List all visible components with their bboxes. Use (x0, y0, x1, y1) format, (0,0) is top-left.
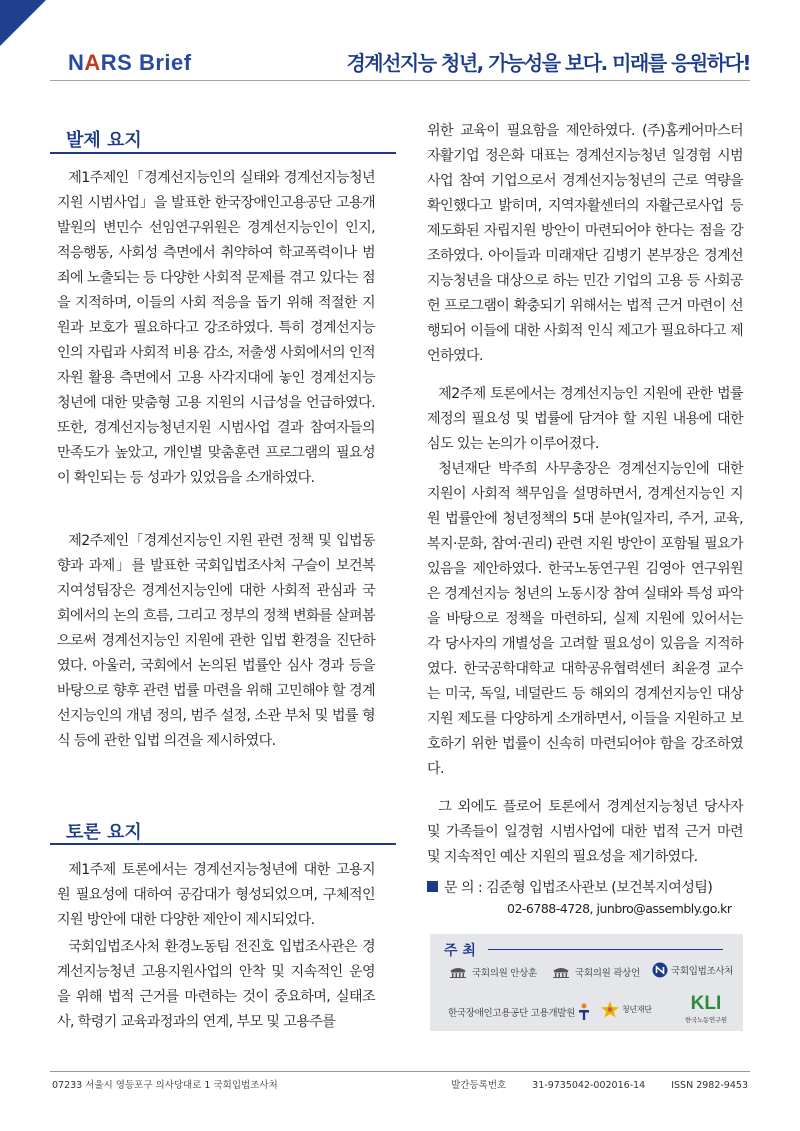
assembly-building-icon (448, 966, 468, 978)
kead-logo-icon (578, 1003, 590, 1021)
header-divider (50, 80, 750, 81)
paragraph: 국회입법조사처 환경노동팀 전진호 입법조사관은 경계선지능청년 고용지원사업의 안착 및 지속적인 운영을 위해 법적 근거를 마련하는 것이 중요하며, 실태조사, 학령기 교육과정과의 연계, 부모 및 고용주를 (57, 939, 375, 1030)
sponsor-item: 한국장애인고용공단 고용개발원 (448, 1003, 590, 1021)
header-title: 경계선지능 청년, 가능성을 보다. 미래를 응원하다! (346, 51, 750, 75)
square-bullet-icon (427, 881, 438, 892)
corner-triangle (0, 0, 46, 46)
assembly-building-icon (551, 966, 571, 978)
footer-address: 07233 서울시 영등포구 의사당대로 1 국회입법조사처 (52, 1080, 278, 1091)
sponsor-item: 국회의원 안상훈 (448, 965, 537, 979)
footer-reg-no: 31-9735042-002016-14 (532, 1080, 646, 1091)
section-rule-presentation (50, 152, 396, 154)
paragraph: 위한 교육이 필요함을 제안하였다. (주)홈케어마스터 자활기업 정은화 대표는 경계선지능청년 일경험 시범사업 참여 기업으로서 경계선지능청년의 근로 역량을 확인했다고 밝히며, 지역자활센터의 자활근로사업 등 제도화된 자립지원 방안이 마련되어야 한다는 점을 강조하였다. 아이들과 미래재단 김병기 본부장은 경계선지능청년을 대상으로 하는 민간 기업의 고용 등 사회공헌 프로그램이 확충되기 위해서는 법적 근거 마련이 선행되어 이들에 대한 사회적 인식 제고가 필요하다고 제언하였다. (427, 123, 743, 364)
sponsor-item: 청년재단 (600, 1000, 652, 1018)
sponsor-label: 주 최 (444, 943, 476, 959)
sponsor-item: KLI 한국노동연구원 (685, 993, 727, 1024)
footer-divider (50, 1071, 750, 1072)
paragraph: 제1주제 토론에서는 경계선지능청년에 대한 고용지원 필요성에 대하여 공감대가 형성되었으며, 구체적인 지원 방안에 대한 다양한 제안이 제시되었다. (57, 862, 375, 928)
nars-brief-logo: NARS Brief (68, 50, 192, 75)
contact-info (427, 877, 757, 916)
contact-phone-email: 02-6788-4728, junbro@assembly.go.kr (507, 901, 732, 916)
star-logo-icon (600, 1000, 620, 1018)
footer-publication-info (425, 1077, 748, 1091)
contact-label: 문 의 : 김준형 입법조사관보 (보건복지여성팀) (444, 880, 713, 896)
section-title-presentation: 발제 요지 (66, 130, 142, 151)
sponsor-box (430, 934, 743, 1031)
footer-issn: ISSN 2982-9453 (671, 1080, 748, 1091)
sponsor-item: 국회입법조사처 (652, 962, 733, 978)
paragraph: 제1주제인「경계선지능인의 실태와 경계선지능청년 지원 시범사업」을 발표한 한국장애인고용공단 고용개발원의 변민수 선임연구위원은 경계선지능인이 인지, 적응행동, 사회성 측면에서 취약하여 학교폭력이나 범죄에 노출되는 등 다양한 사회적 문제를 겪고 있다는 점을 지적하며, 이들의 사회 적응을 돕기 위해 적절한 지원과 보호가 필요하다고 강조하였다. 특히 경계선지능인의 자립과 사회적 비용 감소, 저출생 사회에서의 인적 자원 활용 측면에서 고용 사각지대에 놓인 경계선지능 청년에 대한 맞춤형 고용 지원의 시급성을 언급하였다. 또한, 경계선지능청년지원 시범사업 결과 참여자들의 만족도가 높았고, 개인별 맞춤훈련 프로그램의 필요성이 확인되는 등 성과가 있었음을 소개하였다. (57, 170, 375, 486)
nars-emblem-icon (652, 962, 668, 978)
sponsor-item: 국회의원 곽상언 (551, 965, 640, 979)
paragraph: 제2주제인「경계선지능인 지원 관련 정책 및 입법동향과 과제」를 발표한 국회입법조사처 구슬이 보건복지여성팀장은 경계선지능인에 대한 사회적 관심과 국회에서의 논의 흐름, 그리고 정부의 정책 변화를 살펴봄으로써 경계선지능인 지원에 관한 입법 환경을 진단하였다. 아울러, 국회에서 논의된 법률안 심사 경과 등을 바탕으로 향후 관련 법률 마련을 위해 고민해야 할 경계선지능인의 개념 정의, 범주 설정, 소관 부처 및 법률 형식 등에 관한 입법 의견을 제시하였다. (57, 533, 375, 749)
section-title-discussion: 토론 요지 (66, 822, 142, 843)
paragraph: 그 외에도 플로어 토론에서 경계선지능청년 당사자 및 가족들이 일경험 시범사업에 대한 법적 근거 마련 및 지속적인 예산 지원의 필요성을 제기하였다. (427, 799, 743, 865)
sponsor-rule (488, 949, 723, 950)
kli-logo-text: KLI (690, 993, 722, 1014)
section-rule-discussion (50, 843, 396, 845)
paragraph: 청년재단 박주희 사무총장은 경계선지능인에 대한 지원이 사회적 책무임을 설명하면서, 경계선지능인 지원 법률안에 청년정책의 5대 분야(일자리, 주거, 교육, 복지·문화, 참여·권리) 관련 지원 방안이 포함될 필요가 있음을 제안하였다. 한국노동연구원 김영아 연구위원은 경계선지능 청년의 노동시장 참여 실태와 특성 파악을 바탕으로 정책을 마련하되, 실제 지원에 있어서는 각 당사자의 개별성을 고려할 필요성이 있음을 지적하였다. 한국공학대학교 대학공유협력센터 최윤경 교수는 미국, 독일, 네덜란드 등 해외의 경계선지능인 대상 지원 제도를 다양하게 소개하면서, 이들을 지원하고 보호하기 위한 법률이 신속히 마련되어야 함을 강조하였다. (427, 461, 743, 777)
footer-reg-label: 발간등록번호 (451, 1080, 507, 1091)
paragraph: 제2주제 토론에서는 경계선지능인 지원에 관한 법률 제정의 필요성 및 법률에 담겨야 할 지원 내용에 대한 심도 있는 논의가 이루어졌다. (427, 386, 743, 452)
